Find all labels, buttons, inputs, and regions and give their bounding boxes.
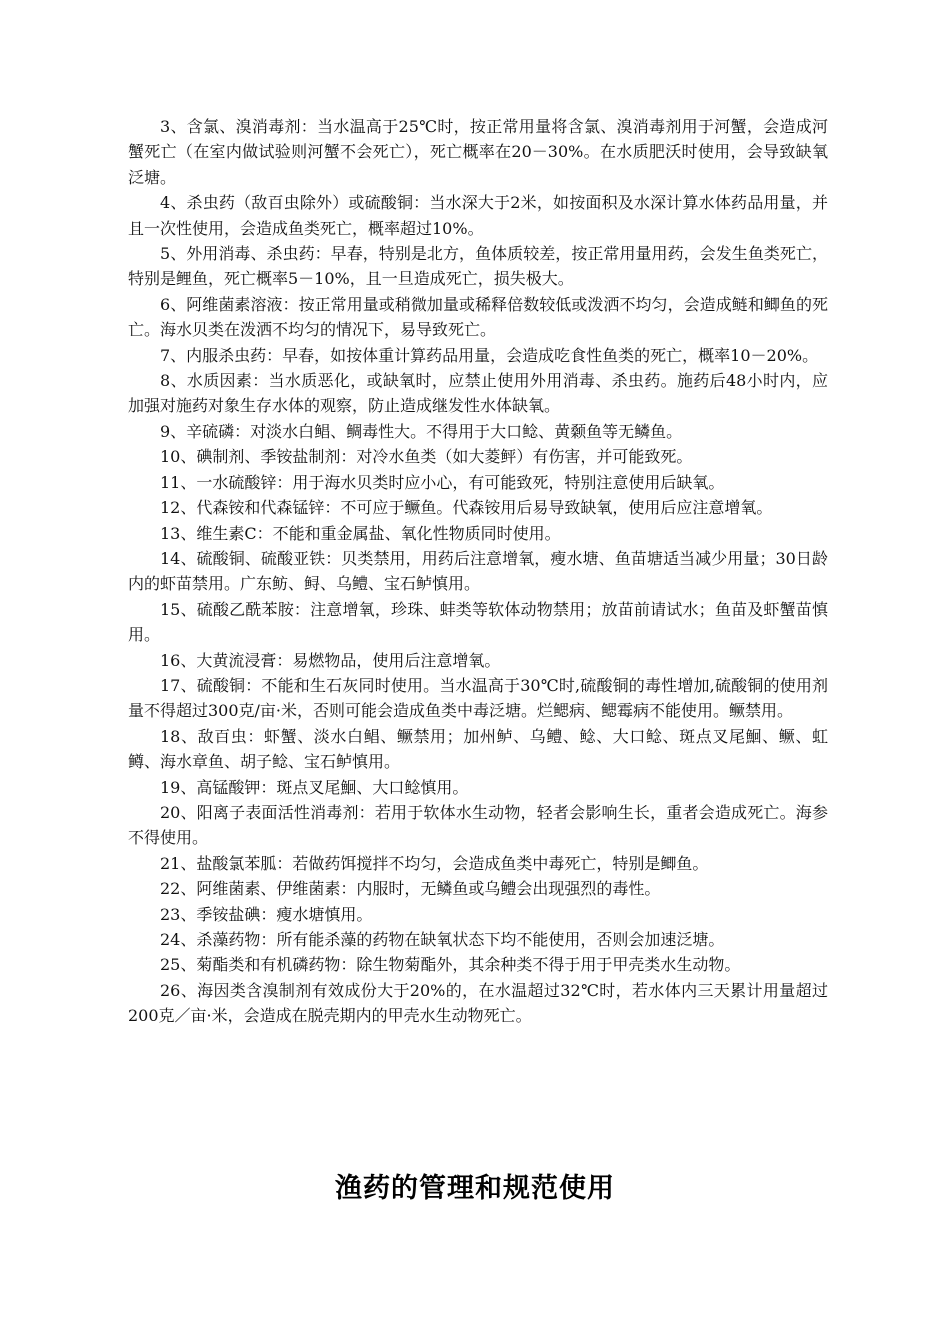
paragraph-item-19: 19、高锰酸钾：斑点叉尾鮰、大口鲶慎用。	[160, 777, 469, 797]
paragraph-item-5: 5、外用消毒、杀虫药：早春，特别是北方，鱼体质较差，按正常用量用药，会发生鱼类死亡，特别是鲤鱼，死亡概率5－10%，且一旦造成死亡，损失极大。	[128, 244, 828, 289]
paragraph-item-22: 22、阿维菌素、伊维菌素：内服时，无鳞鱼或乌鳢会出现强烈的毒性。	[160, 879, 661, 899]
paragraph-item-16: 16、大黄流浸膏：易燃物品，使用后注意增氧。	[160, 650, 501, 670]
paragraph-item-3: 3、含氯、溴消毒剂：当水温高于25℃时，按正常用量将含氯、溴消毒剂用于河蟹，会造成河蟹死亡（在室内做试验则河蟹不会死亡），死亡概率在20－30%。在水质肥沃时使用，会导致缺氧泛塘。	[128, 117, 828, 187]
paragraph-item-17: 17、硫酸铜：不能和生石灰同时使用。当水温高于30℃时,硫酸铜的毒性增加,硫酸铜的使用剂量不得超过300克/亩·米，否则可能会造成鱼类中毒泛塘。烂鳃病、鳃霉病不能使用。鳜禁用。	[128, 675, 828, 721]
paragraph-item-25: 25、菊酯类和有机磷药物：除生物菊酯外，其余种类不得于用于甲壳类水生动物。	[160, 955, 741, 975]
paragraph-item-13: 13、维生素C：不能和重金属盐、氧化性物质同时使用。	[160, 523, 561, 543]
paragraph-item-15: 15、硫酸乙酰苯胺：注意增氧，珍珠、蚌类等软体动物禁用；放苗前请试水；鱼苗及虾蟹苗慎用。	[128, 599, 828, 645]
paragraph-item-14: 14、硫酸铜、硫酸亚铁：贝类禁用，用药后注意增氧，瘦水塘、鱼苗塘适当减少用量；30日龄内的虾苗禁用。广东鲂、鲟、乌鳢、宝石鲈慎用。	[128, 548, 828, 594]
paragraph-item-8: 8、水质因素：当水质恶化，或缺氧时，应禁止使用外用消毒、杀虫药。施药后48小时内，应加强对施药对象生存水体的观察，防止造成继发性水体缺氧。	[128, 371, 828, 416]
paragraph-item-20: 20、阳离子表面活性消毒剂：若用于软体水生动物，轻者会影响生长，重者会造成死亡。海参不得使用。	[128, 802, 828, 848]
section-heading: 渔药的管理和规范使用	[335, 1173, 615, 1204]
paragraph-item-10: 10、碘制剂、季铵盐制剂：对冷水鱼类（如大菱鲆）有伤害，并可能致死。	[160, 447, 693, 467]
paragraph-item-24: 24、杀藻药物：所有能杀藻的药物在缺氧状态下均不能使用，否则会加速泛塘。	[160, 930, 725, 949]
paragraph-item-23: 23、季铵盐碘：瘦水塘慎用。	[160, 904, 373, 924]
paragraph-item-21: 21、盐酸氯苯胍：若做药饵搅拌不均匀，会造成鱼类中毒死亡，特别是鲫鱼。	[160, 853, 709, 873]
paragraph-item-6: 6、阿维菌素溶液：按正常用量或稍微加量或稀释倍数较低或泼洒不均匀，会造成鲢和鲫鱼的死亡。海水贝类在泼洒不均匀的情况下，易导致死亡。	[128, 294, 828, 340]
paragraph-item-11: 11、一水硫酸锌：用于海水贝类时应小心，有可能致死，特别注意使用后缺氧。	[160, 472, 725, 492]
paragraph-list	[128, 114, 828, 1029]
paragraph-item-12: 12、代森铵和代森锰锌：不可应于鳜鱼。代森铵用后易导致缺氧，使用后应注意增氧。	[160, 498, 773, 518]
paragraph-item-7: 7、内服杀虫药：早春，如按体重计算药品用量，会造成吃食性鱼类的死亡，概率10－20%。	[160, 345, 819, 365]
paragraph-item-26: 26、海因类含溴制剂有效成份大于20%的，在水温超过32℃时，若水体内三天累计用量超过200克／亩·米，会造成在脱壳期内的甲壳水生动物死亡。	[128, 980, 828, 1026]
paragraph-item-4: 4、杀虫药（敌百虫除外）或硫酸铜：当水深大于2米，如按面积及水深计算水体药品用量，并且一次性使用，会造成鱼类死亡，概率超过10%。	[128, 193, 828, 238]
paragraph-item-18: 18、敌百虫：虾蟹、淡水白鲳、鳜禁用；加州鲈、乌鳢、鲶、大口鲶、斑点叉尾鮰、鳜、虹鳟、海水章鱼、胡子鲶、宝石鲈慎用。	[128, 726, 828, 772]
paragraph-item-9: 9、辛硫磷：对淡水白鲳、鲷毒性大。不得用于大口鲶、黄颡鱼等无鳞鱼。	[160, 421, 683, 441]
